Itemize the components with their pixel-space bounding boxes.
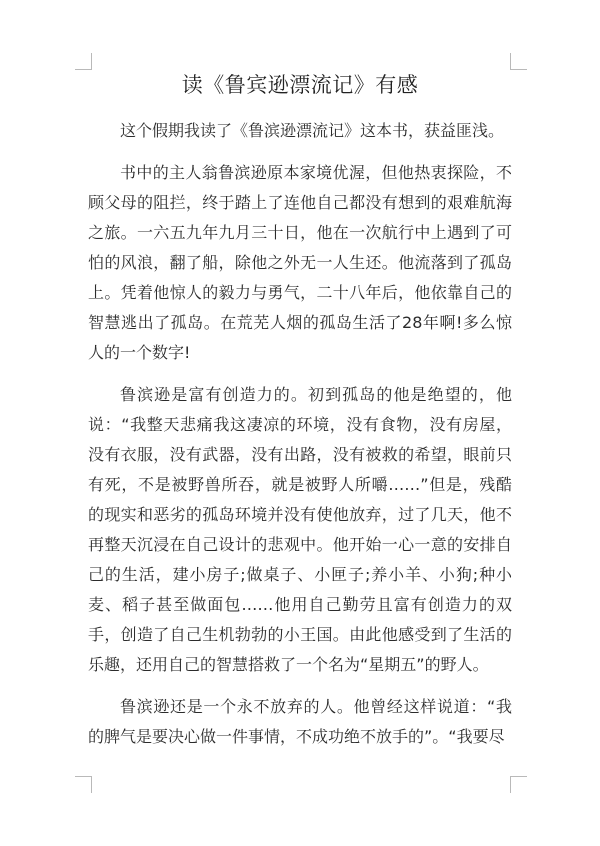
margin-corner-mark-bottom-left [75,776,92,793]
paragraph-perseverance: 鲁滨逊还是一个永不放弃的人。他曾经这样说道：“我的脾气是要决心做一件事情，不成功绝不放手的”。“我要尽 [88,697,512,746]
document-title: 读《鲁宾逊漂流记》有感 [181,73,419,97]
margin-corner-mark-bottom-right [510,776,527,793]
margin-corner-mark-top-left [75,53,92,70]
paragraph-creativity: 鲁滨逊是富有创造力的。初到孤岛的他是绝望的，他说：“我整天悲痛我这凄凉的环境，没有食物，没有房屋，没有衣服，没有武器，没有出路，没有被救的希望，眼前只有死，不是被野兽所吞，就是被野人所嚼……”但是，残酷的现实和恶劣的孤岛环境并没有使他放弃，过了几天，他不再整天沉浸在自己设计的悲观中。他开始一心一意的安排自己的生活，建小房子;做桌子、小匣子;养小羊、小狗;种小麦、稻子甚至做面包……他用自己勤劳且富有创造力的双手，创造了自己生机勃勃的小王国。由此他感受到了生活的乐趣，还用自己的智慧搭救了一个名为“星期五”的野人。 [88,385,512,674]
document-body [88,116,512,752]
margin-corner-mark-top-right [510,53,527,70]
paragraph-story-summary: 书中的主人翁鲁滨逊原本家境优渥，但他热衷探险，不顾父母的阻拦，终于踏上了连他自己都没有想到的艰难航海之旅。一六五九年九月三十日，他在一次航行中上遇到了可怕的风浪，翻了船，除他之外无一人生还。他流落到了孤岛上。凭着他惊人的毅力与勇气，二十八年后，他依靠自己的智慧逃出了孤岛。在荒芜人烟的孤岛生活了28年啊!多么惊人的一个数字! [88,163,512,362]
paragraph-intro: 这个假期我读了《鲁滨逊漂流记》这本书，获益匪浅。 [120,121,505,140]
